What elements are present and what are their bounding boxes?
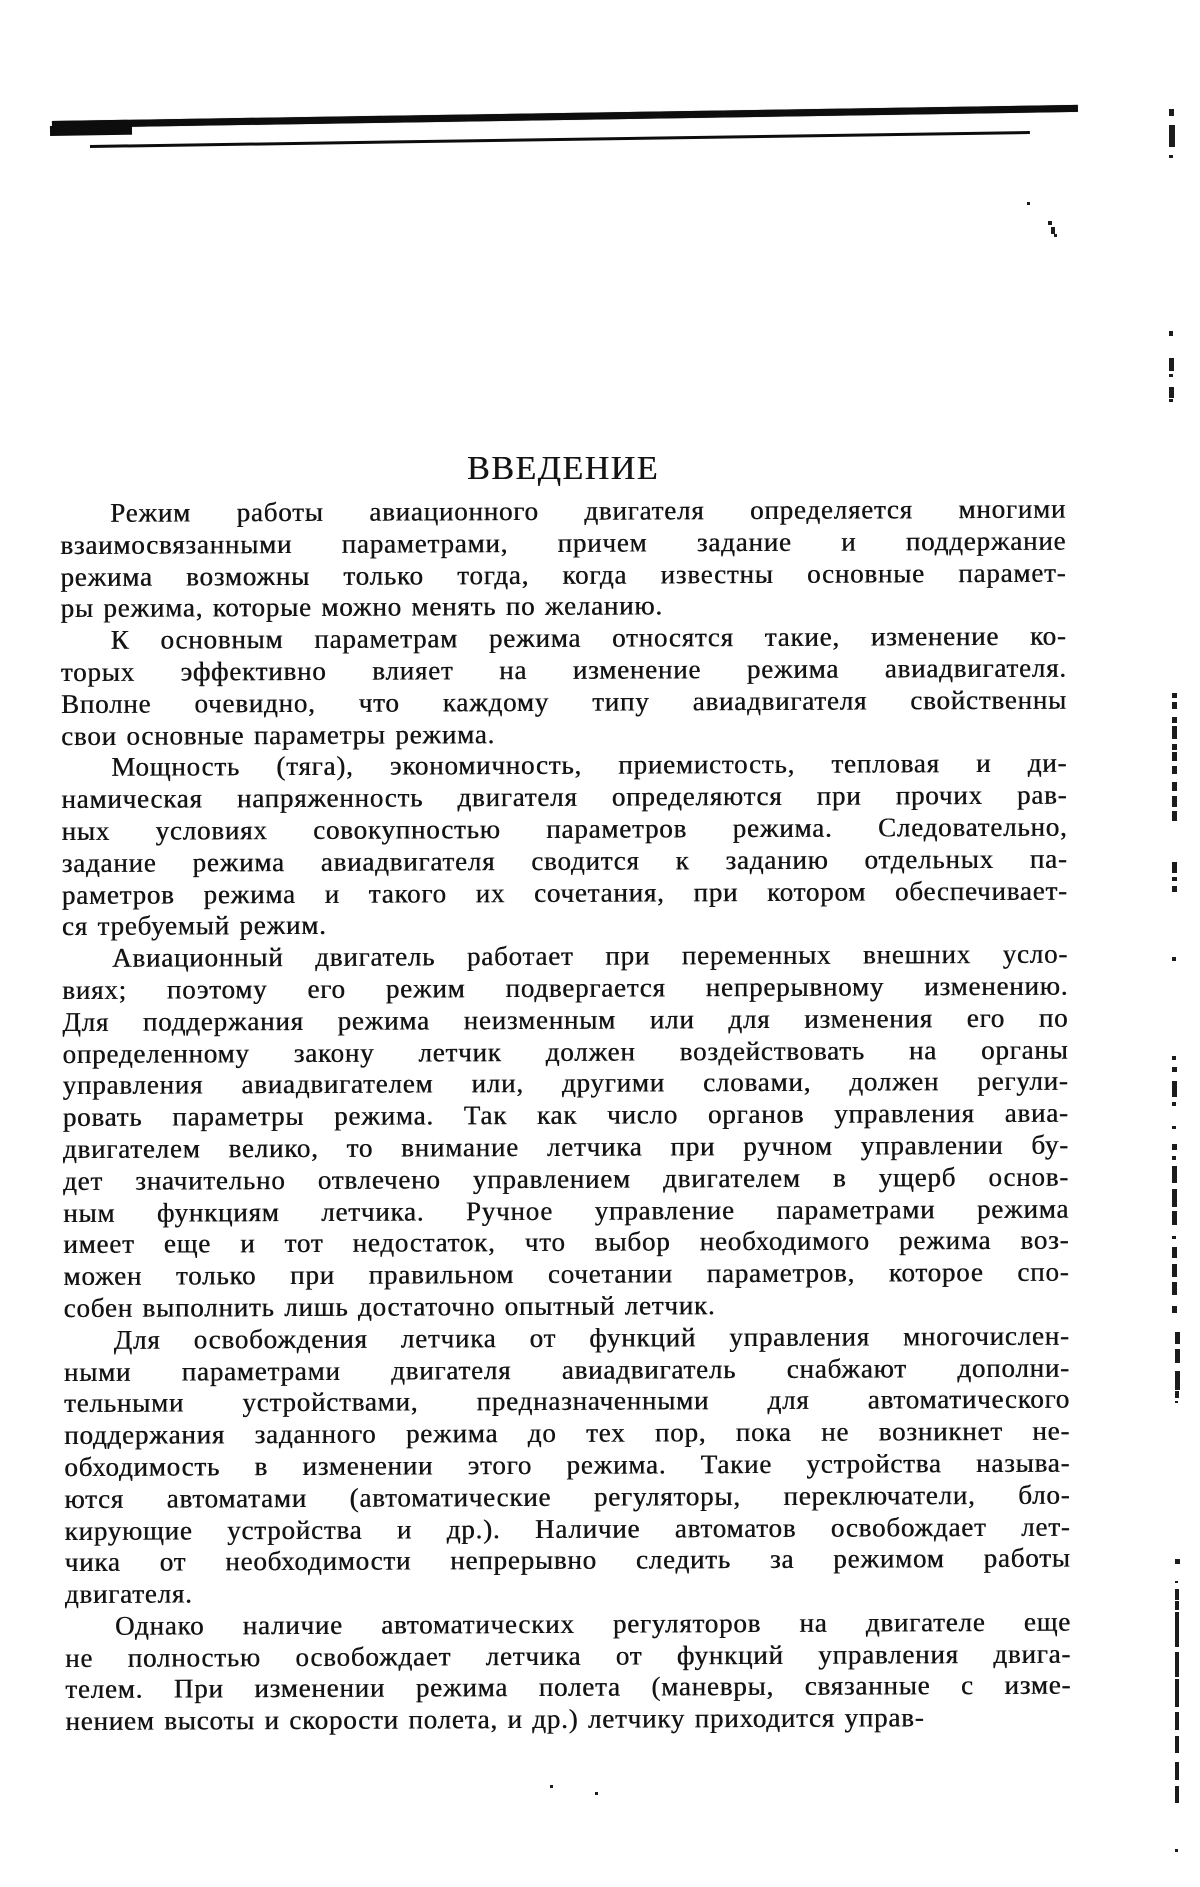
speck: [1054, 234, 1057, 237]
text-line: поддержания заданного режима до тех пор, пока не возникнет не-: [64, 1415, 1071, 1451]
text-line: раметров режима и такого их сочетания, при котором обеспечивает-: [61, 875, 1068, 910]
edge-mark: [1169, 331, 1173, 336]
edge-mark: [1172, 877, 1177, 881]
text-line: ры режима, которые можно менять по желанию.: [60, 590, 663, 624]
edge-mark: [1175, 1736, 1179, 1753]
text-line: определенному закону летчик должен воздействовать на органы: [62, 1034, 1069, 1069]
edge-mark: [1172, 717, 1177, 723]
edge-mark: [1172, 702, 1177, 709]
edge-mark: [1172, 1166, 1177, 1183]
edge-mark: [1175, 1679, 1179, 1707]
paragraph: [61, 748, 1068, 943]
edge-mark: [1175, 1786, 1179, 1803]
edge-mark: [1175, 1391, 1179, 1398]
edge-mark: [1172, 1282, 1177, 1295]
edge-mark: [1172, 1247, 1177, 1258]
text-line: К основным параметрам режима относятся такие, изменение ко-: [110, 620, 1067, 655]
header-rule-thick: [52, 105, 1078, 128]
text-line: ным функциям летчика. Ручное управление параметрами режима: [63, 1193, 1070, 1228]
text-line: телем. При изменении режима полета (маневры, связанные с изме-: [65, 1670, 1072, 1705]
text-line: ными параметрами двигателя авиадвигатель снабжают дополни-: [63, 1352, 1070, 1387]
edge-mark: [1172, 1081, 1177, 1097]
text-line: задание режима авиадвигателя сводится к заданию отдельных па-: [61, 843, 1068, 878]
edge-mark: [1175, 1762, 1179, 1780]
paragraph: [65, 1606, 1072, 1738]
text-line: имеет еще и тот недостаток, что выбор необходимого режима воз-: [63, 1224, 1070, 1260]
text-line: собен выполнить лишь достаточно опытный летчик.: [63, 1290, 716, 1323]
speck: [1048, 221, 1052, 225]
edge-mark: [1175, 1612, 1179, 1647]
edge-mark: [1175, 1559, 1180, 1564]
text-line: взаимосвязанными параметрами, причем задание и поддержание: [60, 525, 1067, 560]
paragraph: [62, 939, 1070, 1325]
edge-mark: [1172, 752, 1177, 761]
text-line: ются автоматами (автоматические регуляторы, переключатели, бло-: [64, 1479, 1071, 1514]
edge-mark: [1172, 1189, 1177, 1207]
edge-mark: [1172, 782, 1177, 791]
edge-mark: [1172, 811, 1177, 821]
edge-mark: [1172, 1067, 1177, 1072]
text-line: ровать параметры режима. Так как число органов управления авиа-: [62, 1097, 1069, 1133]
text-line: кирующие устройства и др.). Наличие автоматов освобождает лет-: [64, 1511, 1071, 1546]
text-line: Вполне очевидно, что каждому типу авиадвигателя свойственны: [60, 684, 1067, 719]
text-line: Мощность (тяга), экономичность, приемистость, тепловая и ди-: [111, 747, 1068, 783]
edge-mark: [1175, 1581, 1178, 1583]
edge-mark: [1175, 1589, 1179, 1600]
text-line: Авиационный двигатель работает при переменных внешних усло-: [111, 938, 1069, 973]
speck: [595, 1792, 598, 1795]
paragraph: [61, 621, 1068, 753]
edge-mark: [1175, 1371, 1180, 1390]
speck: [1051, 227, 1055, 234]
edge-mark: [1175, 1849, 1178, 1852]
text-line: режима возможны только тогда, когда известны основные парамет-: [60, 557, 1067, 592]
text-line: торых эффективно влияет на изменение режима авиадвигателя.: [60, 652, 1067, 687]
header-rule-thin: [90, 131, 1030, 148]
edge-mark: [1169, 374, 1173, 377]
edge-mark: [1175, 1652, 1179, 1677]
text-line: виях; поэтому его режим подвергается непрерывному изменению.: [62, 970, 1069, 1005]
paragraph: [64, 1320, 1071, 1611]
body-text: [60, 494, 1071, 1738]
edge-mark: [1169, 358, 1174, 371]
text-line: двигателя.: [64, 1578, 193, 1610]
edge-mark: [1172, 1236, 1176, 1239]
edge-mark: [1172, 1306, 1177, 1313]
text-line: нением высоты и скорости полета, и др.) летчику приходится управ-: [65, 1702, 925, 1737]
edge-mark: [1169, 155, 1173, 158]
edge-mark: [1175, 1332, 1180, 1344]
edge-mark: [1169, 387, 1174, 398]
edge-mark: [1172, 693, 1177, 698]
edge-mark: [1169, 125, 1175, 147]
text-line: не полностью освобождает летчика от функций управления двига-: [64, 1638, 1072, 1673]
edge-mark: [1169, 399, 1173, 402]
text-line: Режим работы авиационного двигателя определяется многими: [109, 493, 1067, 528]
text-line: чика от необходимости непрерывно следить за режимом работы: [64, 1542, 1071, 1578]
edge-mark: [1172, 726, 1177, 739]
header-rule-thick-end: [50, 125, 132, 136]
edge-mark: [1169, 109, 1174, 116]
text-line: свои основные параметры режима.: [60, 718, 496, 751]
edge-mark: [1172, 1056, 1176, 1060]
page-title: ВВЕДЕНИЕ: [467, 450, 659, 487]
paragraph: [60, 494, 1067, 626]
edge-mark: [1172, 744, 1177, 750]
edge-mark: [1172, 1156, 1176, 1160]
edge-mark: [1175, 1601, 1179, 1610]
edge-mark: [1175, 1712, 1179, 1730]
speck: [1027, 202, 1030, 205]
text-line: обходимость в изменении этого режима. Такие устройства называ-: [64, 1447, 1071, 1482]
text-line: дет значительно отвлечено управлением двигателем в ущерб основ-: [62, 1161, 1070, 1196]
text-line: ся требуемый режим.: [61, 910, 327, 942]
edge-mark: [1172, 1126, 1176, 1129]
edge-mark: [1172, 862, 1177, 873]
edge-mark: [1172, 1264, 1177, 1277]
edge-mark: [1175, 1349, 1180, 1363]
edge-mark: [1172, 1211, 1177, 1225]
text-line: управления авиадвигателем или, другими словами, должен регули-: [62, 1065, 1069, 1101]
edge-mark: [1172, 886, 1177, 892]
text-line: двигателем велико, то внимание летчика при ручном управлении бу-: [62, 1129, 1069, 1164]
edge-mark: [1172, 796, 1177, 807]
speck: [550, 1785, 553, 1788]
text-line: ных условиях совокупностью параметров режима. Следовательно,: [61, 811, 1068, 846]
edge-mark: [1172, 1144, 1177, 1150]
edge-mark: [1172, 1102, 1176, 1106]
edge-mark: [1172, 766, 1177, 774]
text-line: Для освобождения летчика от функций управления многочислен-: [113, 1320, 1070, 1355]
text-line: Для поддержания режима неизменным или для изменения его по: [62, 1002, 1069, 1037]
edge-mark: [1172, 957, 1176, 961]
edge-mark: [1175, 1401, 1178, 1403]
text-line: можен только при правильном сочетании параметров, которое спо-: [63, 1256, 1070, 1292]
text-line: тельными устройствами, предназначенными для автоматического: [63, 1383, 1071, 1419]
text-line: намическая напряженность двигателя определяются при прочих рав-: [61, 779, 1068, 815]
text-line: Однако наличие автоматических регуляторов на двигателе еще: [114, 1606, 1071, 1641]
